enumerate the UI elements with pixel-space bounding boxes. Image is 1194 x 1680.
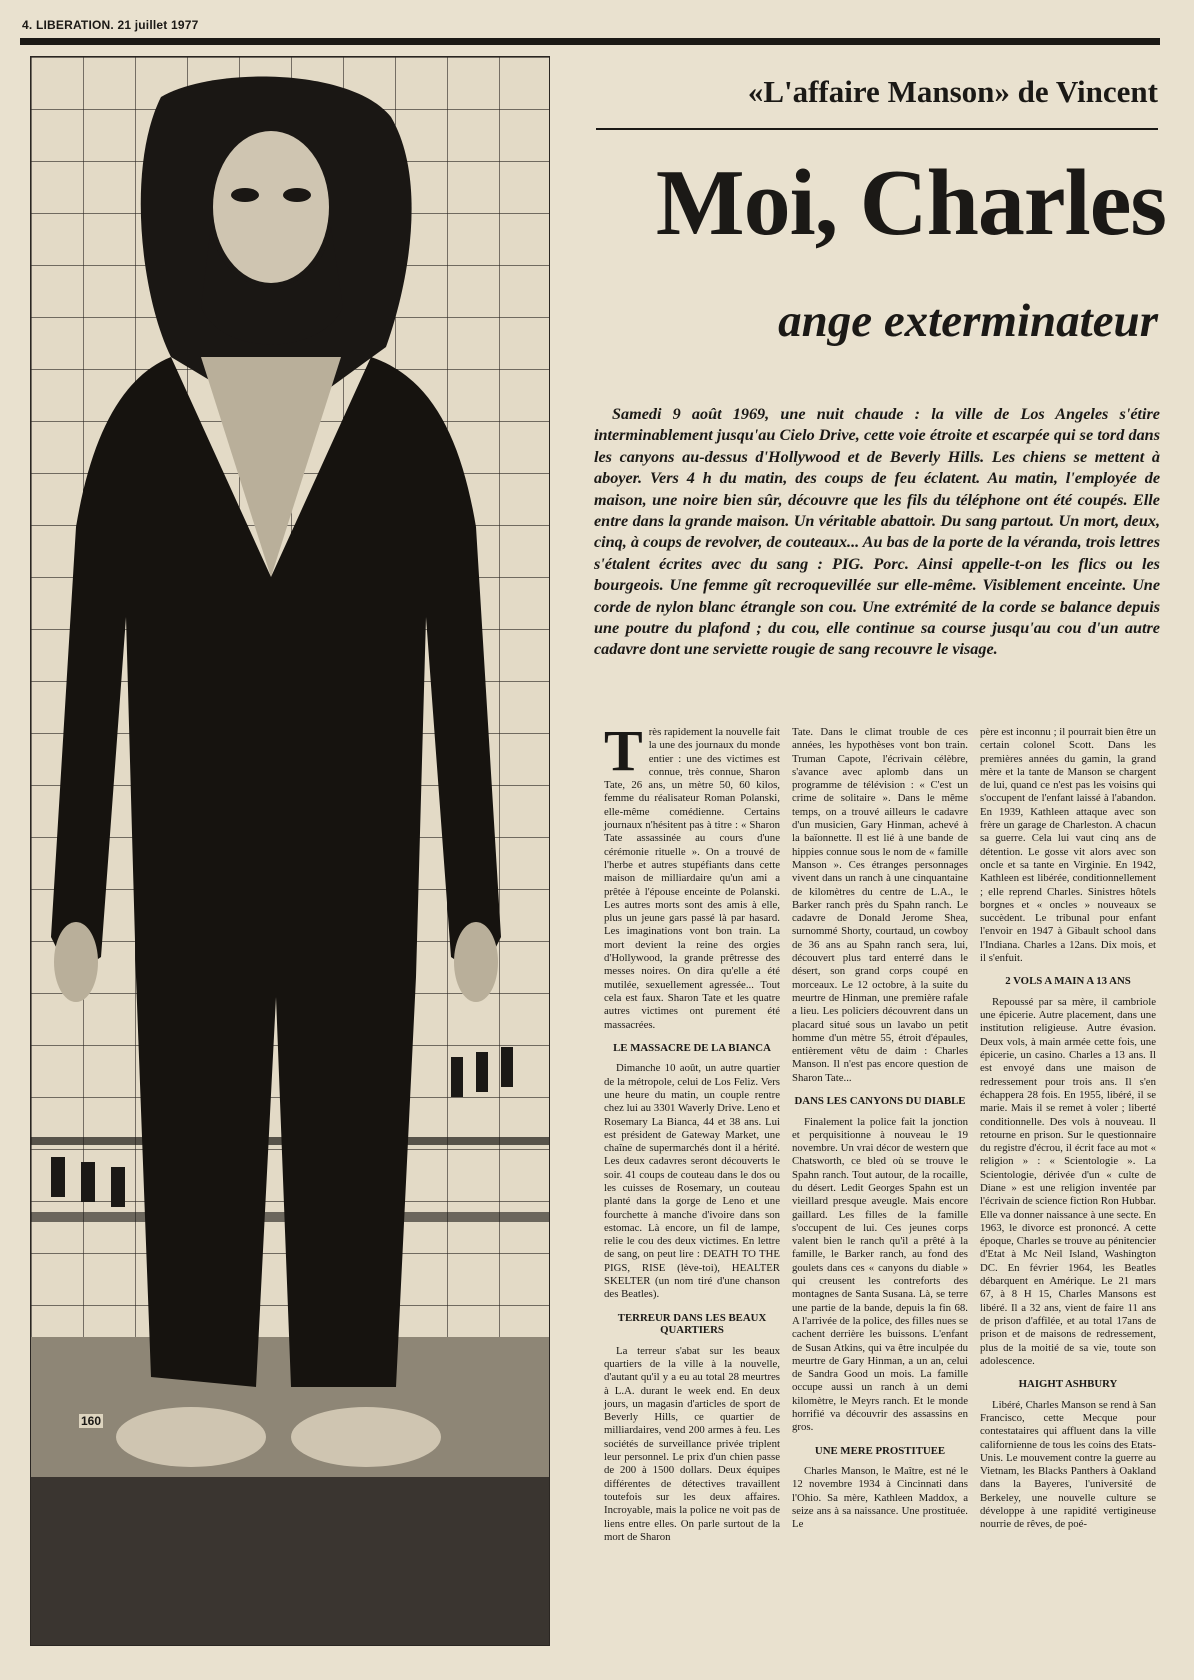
article-column-1	[604, 718, 780, 1546]
col3-paragraph-2: Repoussé par sa mère, il cambriole une épicerie. Autre placement, dans une institution religieuse. Autre évasion. Deux vols, à main armée cette fois, une épicerie, un casino. Charles a 13 ans. Il est envoyé dans une maison de redressement pour trois ans. Il s'en échappera 28 fois. En 1955, libéré, il se marie. Mais il se remet à voler ; liberté conditionnelle. Des vols à nouveau. Il retourne en prison. Sur le questionnaire du registre d'écrou, il écrit face au mot « religion » : « Scientologie ». La Scientologie, dérivée d'un « culte de Diane » est une religion inventée par l'écrivain de science fiction Ron Hubbar. Elle va donner naissance à une secte. En 1963, le divorce est prononcé. A cette époque, Charles se trouve au pénitencier d'Etat à Mc Neil Island, Washington DC. En février 1964, les Beatles débarquent en Amérique. Le 21 mars 67, à 8 H 15, Charles Mansons est libéré. Il a 32 ans, vient de faire 11 ans de prison d'affilée, et au total 17ans de prison et de maisons de redressement, plus de la moitié de sa vie, toute son adolescence.	[980, 995, 1156, 1367]
col1-subheading-2: TERREUR DANS LES BEAUX QUARTIERS	[617, 1311, 767, 1337]
col3-paragraph-1: père est inconnu ; il pourrait bien être un certain colonel Scott. Dans les premières années du gamin, la grand mère et la tante de Manson se chargent de lui, quand ce n'est pas les voisins qui s'occupent de l'enfant laissé à l'abandon. En 1939, Kathleen attaque avec son frère un garage de Charleston. A chacun sa guerre. Cela lui vaut cinq ans de détention. Le gosse vit alors avec son oncle et sa tante en Virginie. En 1942, Kathleen est libérée, conditionnellement ; elle reprend Charles. Sinistres hôtels borgnes et « oncles » nouveaux se succèdent. Le tribunal pour enfant l'envoir en 1947 à Gibault school dans l'Indiana. Charles a 12ans. Dix mois, et il s'enfuit.	[980, 726, 1156, 965]
col3-subheading-2: HAIGHT ASHBURY	[1018, 1378, 1118, 1391]
col3-paragraph-3: Libéré, Charles Manson se rend à San Francisco, cette Mecque pour contestataires qui affluent dans la ville californienne de tous les coins des Etats-Unis. Le mouvement contre la guerre au Vietnam, les Blacks Panthers à Oakland dans la Bayeres, l'université de Berkeley, une nouvelle culture se développe à une rapidité vertigineuse nourrie de rêves, de poé-	[980, 1398, 1157, 1531]
article-column-3	[980, 726, 1156, 1534]
col2-paragraph-1: Tate. Dans le climat trouble de ces années, les hypothèses vont bon train. Truman Capote, l'écrivain célèbre, s'avance avec aplomb dans un programme de télévision : « C'est un crime de solitaire ». Dans le même temps, on a trouvé ailleurs le cadavre d'un musicien, Gary Hinman, achevé à la baïonnette. Il est lié à une bande de hippies connue sous le nom de « famille Manson ». Ces étranges personnages vivent dans un ranch à une cinquantaine de kilomètres du centre de L.A., le Barker ranch près du Spahn ranch. Le cadavre de Donald Jerome Shea, surnommé Shorty, courtaud, un cowboy de 36 ans au Spahn ranch sera, lui, découvert plus tard enterré dans le désert, son grand corps coupé en morceaux. Le 12 octobre, à la suite du meurtre de Hinman, une première rafale a lieu. Les policiers découvrent dans un placard situé sous un lavabo un petit homme d'un mètre 55, étroit d'épaules, entièrement vêtu de daim : Charles Manson. Il n'est pas encore question de Sharon Tate...	[792, 726, 968, 1084]
col2-paragraph-2: Finalement la police fait la jonction et perquisitionne à nouveau le 19 novembre. Un vrai décor de western que Chatsworth, ce bled où se trouve le Spahn ranch. Tout autour, de la rocaille, du désert. Ledit Georges Spahn est un vieillard presque aveugle. Mais encore gaillard. Les filles de la famille s'occupent de lui. Ces jeunes corps valent bien le ranch qu'il a prêté à la famille, le Barker ranch, au fond des goulets dans ces « canyons du diable » qui creusent les contreforts des montagnes de Santa Susana. Là, se terre une partie de la bande, depuis la fin 68. A l'arrivée de la police, des filles nues se cachent derrière les buissons. L'enfant de Susan Atkins, qui va être inculpée du meurtre de Gary Hinman, a un an, celui de Sandra Good un mois. La famille occupe aussi un ranch à un demi kilomètre, le Meyrs ranch. Et le monde horrifié va découvrir des assassins en gros.	[792, 1115, 968, 1434]
col1-paragraph-3: La terreur s'abat sur les beaux quartiers de la ville à la nouvelle, d'autant qu'il y a eu au total 28 meurtres à L.A. durant le week end. En deux jours, un magasin d'articles de sport de Beverly Hills, ce quartier de milliardaires, vend 200 armes à feu. Les sociétés de surveillance privée triplent leur personnel. Le prix d'un chien passe de 200 à 1500 dollars. Deux équipes différentes de détectives travaillent toutefois sur les deux affaires. Incroyable, mais la police ne voit pas de liens entre elles. On parle surtout de la mort de Sharon	[604, 1344, 780, 1543]
col3-subheading-1: 2 VOLS A MAIN A 13 ANS	[1005, 975, 1131, 988]
article-subhead: ange exterminateur	[778, 295, 1158, 347]
lede-text: Samedi 9 août 1969, une nuit chaude : la ville de Los Angeles s'étire interminablement jusqu'au Cielo Drive, cette voie étroite et escarpée qui se tord dans les canyons au-dessus d'Hollywood et de Beverly Hills. Les chiens se mettent à aboyer. Vers 4 h du matin, des coups de feu éclatent. Au matin, l'employée de maison, une noire bien sûr, découvre que les fils du téléphone ont été coupés. Elle entre dans la grande maison. Un véritable abattoir. Du sang partout. Un mort, deux, cinq, à coups de revolver, de couteaux... Au bas de la porte de la véranda, trois lettres s'étalent écrites avec du sang : PIG. Porc. Ainsi appelle-t-on les flics ou les bourgeois. Une femme gît recroquevillée sur elle-même. Visiblement enceinte. Une corde de nylon blanc étrangle son cou. Une extrémité de la corde se balance depuis une poutre du plafond ; du cou, elle continue sa course jusqu'au cou d'un autre cadavre dont une serviette rougie de sang recouvre le visage.	[594, 405, 1160, 659]
manson-photo	[30, 56, 550, 1646]
col1-subheading-1: LE MASSACRE DE LA BIANCA	[613, 1041, 771, 1054]
top-rule	[20, 38, 1160, 45]
kicker-rule	[596, 128, 1158, 130]
page-folio: 4. LIBERATION. 21 juillet 1977	[22, 18, 199, 32]
article-kicker: «L'affaire Manson» de Vincent	[747, 74, 1158, 109]
col2-subheading-2: UNE MERE PROSTITUEE	[814, 1444, 946, 1457]
col2-paragraph-3: Charles Manson, le Maître, est né le 12 novembre 1934 à Cincinnati dans l'Ohio. Sa mère, Kathleen Maddox, a seize ans à sa naissance. Une prostituée. Le	[792, 1465, 968, 1531]
article-headline: Moi, Charles	[655, 151, 1166, 255]
col1-paragraph-1: rès rapidement la nouvelle fait la une des journaux du monde entier : une des victimes est connue, très connue, Sharon Tate, 26 ans, un mètre 50, 60 kilos, femme du réalisateur Roman Polanski, elle-même comédienne. Certains journaux n'hésitent pas à titre : « Sharon Tate assassinée au cours d'une cérémonie rituelle ». On a trouvé de l'herbe et autres stupéfiants dans cette maison de milliardaire qu'un ami a prêtée à l'épouse enceinte de Polanski. Les autres morts sont des amis à elle, plus un jeune gars passé là par hasard. Les imaginations vont bon train. La mort devient la reine des orgies d'Hollywood, la grande prêtresse des messes noires. On dira qu'elle a été mutilée, sexuellement agressée... Tout cela est faux. Sharon Tate et les quatre autres victimes ont purement été massacrées.	[604, 726, 780, 1031]
col1-paragraph-2: Dimanche 10 août, un autre quartier de la métropole, celui de Los Feliz. Vers une heure du matin, un couple rentre chez lui au 3301 Waverly Drive. Leno et Rosemary La Bianca, 44 et 38 ans. Lui est président de Gateway Market, une chaîne de supermarchés dont il a hérité. Les deux cadavres seront découverts le soir. 41 coups de couteau dans le dos ou les cuisses de Rosemary, un couteau planté dans la gorge de Leno et une fourchette à manche d'ivoire dans son estomac. Là encore, un fil de lampe, relie le cou des deux victimes. En lettre de sang, on peut lire : DEATH TO THE PIGS, RISE (lève-toi), HEALTER SKELTER (un nom tiré d'une chanson des Beatles).	[604, 1062, 780, 1301]
photo-illustration	[31, 57, 549, 1645]
col2-subheading-1: DANS LES CANYONS DU DIABLE	[794, 1095, 966, 1108]
article-column-2	[792, 726, 968, 1534]
drop-cap: T	[604, 718, 643, 783]
photo-reference-number: 160	[81, 1414, 102, 1428]
article-lede	[594, 404, 1160, 661]
